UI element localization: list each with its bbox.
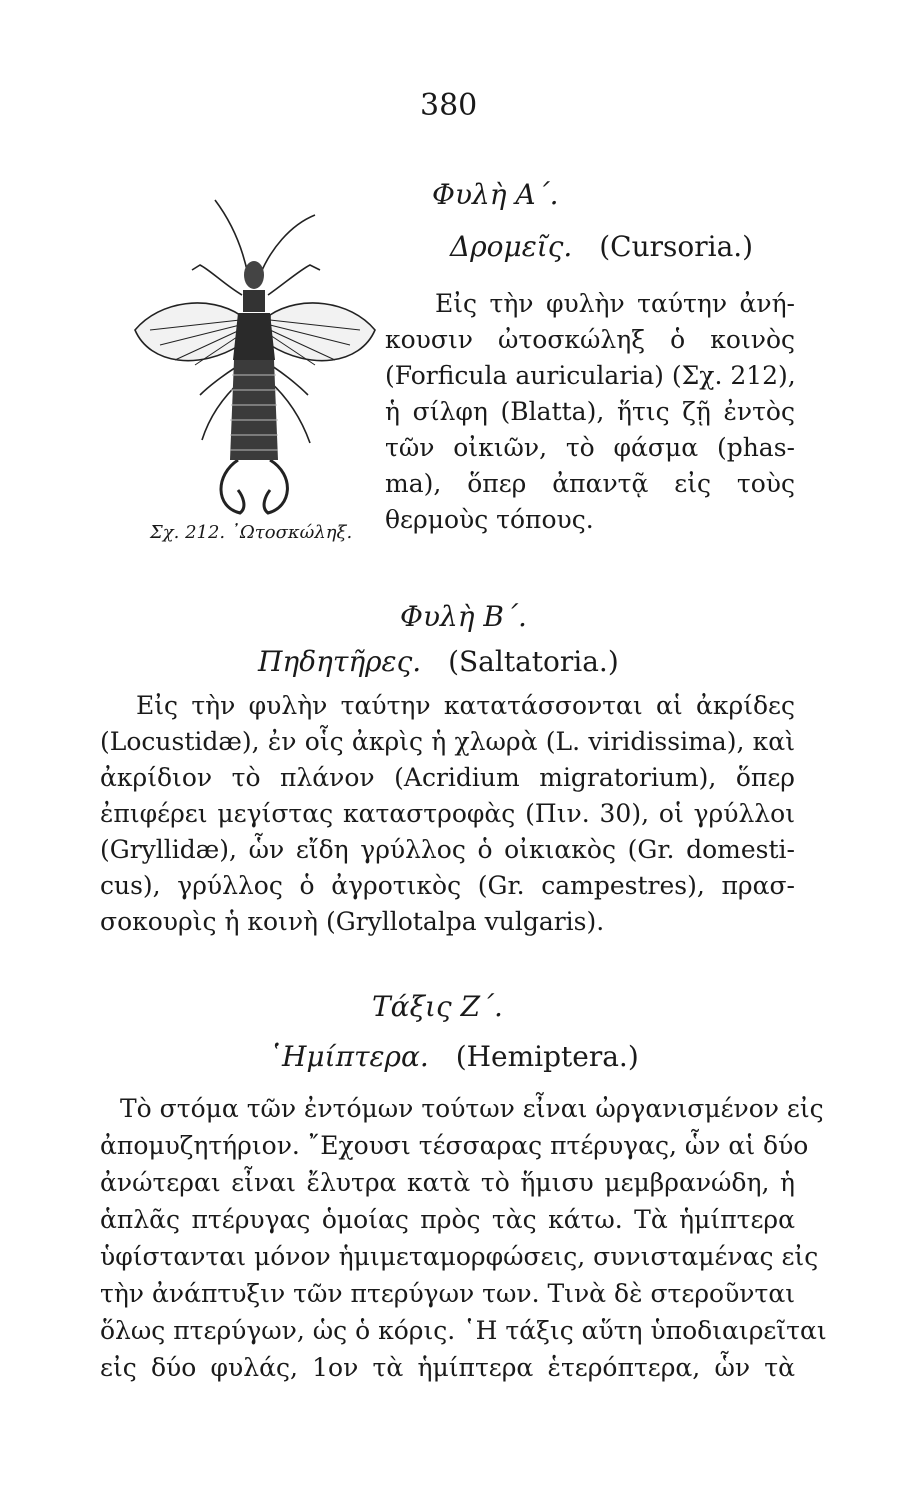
section3-subheading-greek: ῾Ημίπτερα. — [268, 1040, 429, 1073]
section1-heading: Φυλὴ Α΄. — [432, 178, 559, 211]
earwig-figure — [130, 195, 380, 515]
page-number: 380 — [420, 88, 478, 123]
section3-paragraph — [100, 1090, 827, 1386]
section3-line-8: εἰς δύο φυλάς, 1ον τὰ ἡμίπτερα ἑτερόπτερα, ὧν τὰ — [100, 1353, 795, 1382]
section3-line-4: ἁπλᾶς πτέρυγας ὁμοίας πρὸς τὰς κάτω. Τὰ ἡμίπτερα — [100, 1205, 795, 1234]
section1-line-3: (Forficula auricularia) (Σχ. 212), — [385, 361, 796, 390]
section2-line-1: Εἰς τὴν φυλὴν ταύτην κατατάσσονται αἱ ἀκρίδες — [136, 691, 795, 720]
section3-line-5: ὑφίστανται μόνον ἡμιμεταμορφώσεις, συνισταμένας εἰς — [100, 1242, 819, 1271]
section1-paragraph — [385, 286, 795, 538]
section3-subheading — [268, 1040, 639, 1073]
section2-line-2: (Locustidæ), ἐν οἷς ἀκρὶς ἡ χλωρὰ (L. viridissima), καὶ — [100, 727, 795, 756]
section1-line-7: θερμοὺς τόπους. — [385, 505, 594, 534]
section2-line-6: cus), γρύλλος ὁ ἀγροτικὸς (Gr. campestres), πρασ- — [100, 871, 795, 900]
section1-line-5: τῶν οἰκιῶν, τὸ φάσμα (phas- — [385, 433, 795, 462]
section1-subheading-greek: Δρομεῖς. — [450, 230, 573, 263]
section1-line-4: ἡ σίλφη (Blatta), ἥτις ζῇ ἐντὸς — [385, 397, 795, 426]
section3-line-7: ὅλως πτερύγων, ὡς ὁ κόρις. ῾Η τάξις αὕτη ὑποδιαιρεῖται — [100, 1316, 827, 1345]
section1-line-2: κουσιν ὠτοσκώληξ ὁ κοινὸς — [385, 325, 795, 354]
section2-line-3: ἀκρίδιον τὸ πλάνον (Acridium migratorium), ὅπερ — [100, 763, 795, 792]
section2-paragraph — [100, 688, 795, 940]
section1-subheading-latin: (Cursoria.) — [599, 230, 754, 263]
section2-line-4: ἐπιφέρει μεγίστας καταστροφὰς (Πιν. 30), οἱ γρύλλοι — [100, 799, 795, 828]
section1-subheading — [450, 230, 753, 263]
section2-subheading — [258, 645, 619, 678]
section3-subheading-latin: (Hemiptera.) — [455, 1040, 639, 1073]
section2-subheading-latin: (Saltatoria.) — [448, 645, 619, 678]
section2-subheading-greek: Πηδητῆρες. — [258, 645, 422, 678]
earwig-illustration-icon — [130, 195, 380, 515]
section2-heading: Φυλὴ Β΄. — [400, 600, 527, 633]
section2-line-7: σοκουρὶς ἡ κοινὴ (Gryllotalpa vulgaris). — [100, 907, 605, 936]
section3-heading: Τάξις Ζ΄. — [372, 990, 503, 1023]
section1-line-6: ma), ὅπερ ἀπαντᾷ εἰς τοὺς — [385, 469, 795, 498]
section3-line-1: Τὸ στόμα τῶν ἐντόμων τούτων εἶναι ὠργανισμένον εἰς — [120, 1094, 824, 1123]
section3-line-3: ἀνώτεραι εἶναι ἔλυτρα κατὰ τὸ ἥμισυ μεμβρανώδη, ἡ — [100, 1168, 795, 1197]
section2-line-5: (Gryllidæ), ὧν εἴδη γρύλλος ὁ οἰκιακὸς (Gr. domesti- — [100, 835, 795, 864]
section3-line-6: τὴν ἀνάπτυξιν τῶν πτερύγων των. Τινὰ δὲ στεροῦνται — [100, 1279, 795, 1308]
figure-caption: Σχ. 212. ᾿Ωτοσκώληξ. — [150, 522, 353, 543]
section3-line-2: ἀπομυζητήριον. ῎Εχουσι τέσσαρας πτέρυγας, ὧν αἱ δύο — [100, 1131, 809, 1160]
section1-line-1: Εἰς τὴν φυλὴν ταύτην ἀνή- — [435, 289, 795, 318]
